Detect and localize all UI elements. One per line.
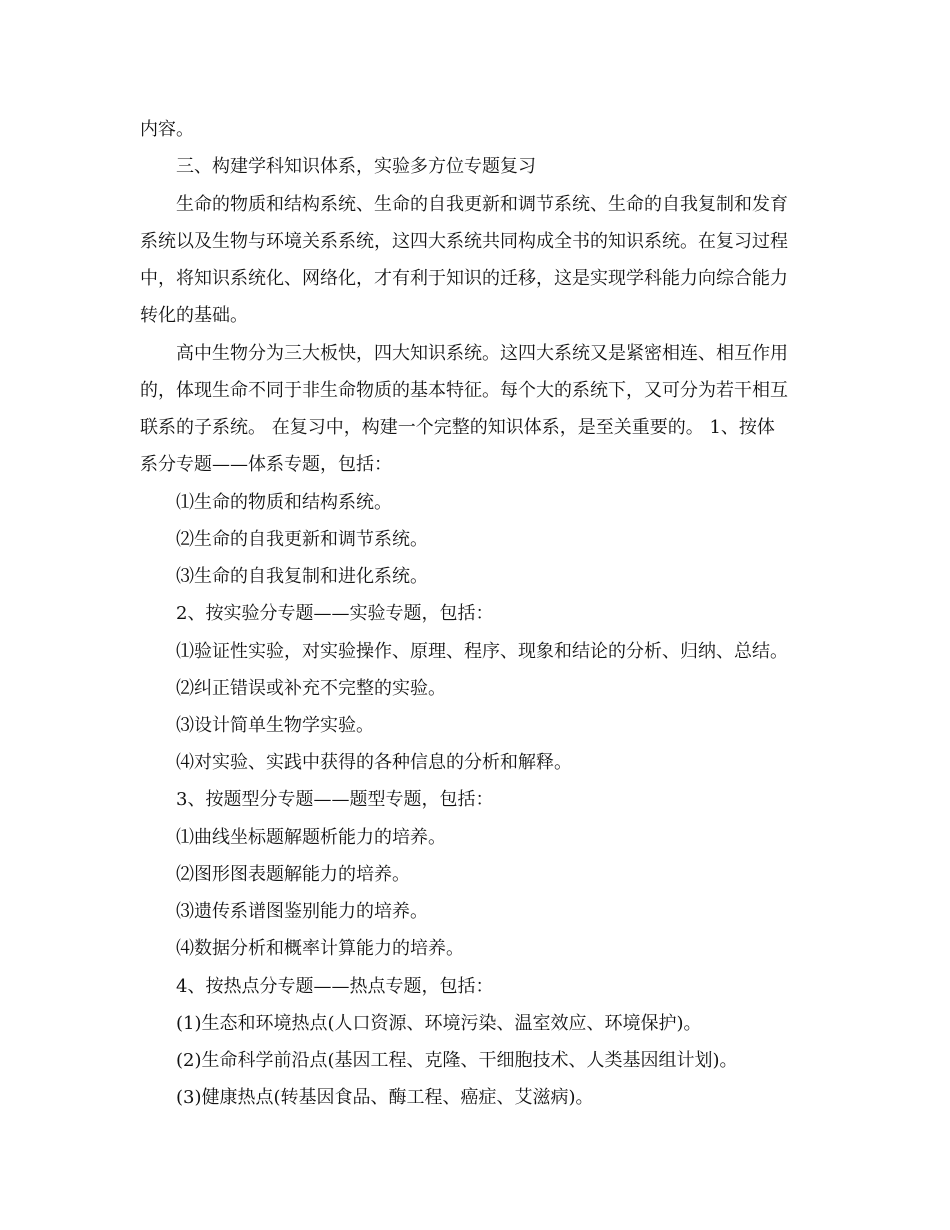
list-item: ⑶设计简单生物学实验。	[176, 715, 374, 736]
list-item: ⑶遗传系谱图鉴别能力的培养。	[176, 901, 428, 922]
list-item: ⑵图形图表题解能力的培养。	[176, 864, 410, 885]
list-item: ⑶生命的自我复制和进化系统。	[176, 566, 428, 587]
text-line: 内容。	[140, 119, 194, 140]
list-item: ⑴生命的物质和结构系统。	[176, 492, 392, 513]
list-item: ⑷数据分析和概率计算能力的培养。	[176, 938, 464, 959]
list-heading: 3、按题型分专题——题型专题，包括：	[176, 789, 494, 810]
list-item: (1)生态和环境热点(人口资源、环境污染、温室效应、环境保护)。	[176, 1013, 702, 1034]
list-item: ⑴验证性实验，对实验操作、原理、程序、现象和结论的分析、归纳、总结。	[176, 641, 788, 662]
text-line: 高中生物分为三大板快，四大知识系统。这四大系统又是紧密相连、相互作用	[176, 343, 788, 364]
text-line: 的，体现生命不同于非生命物质的基本特征。每个大的系统下，又可分为若干相互	[140, 380, 788, 401]
text-line: 系分专题——体系专题，包括：	[140, 454, 392, 475]
section-heading: 三、构建学科知识体系，实验多方位专题复习	[176, 156, 536, 177]
list-heading: 2、按实验分专题——实验专题，包括：	[176, 603, 494, 624]
text-line: 生命的物质和结构系统、生命的自我更新和调节系统、生命的自我复制和发育	[176, 194, 788, 215]
list-item: (3)健康热点(转基因食品、酶工程、癌症、艾滋病)。	[176, 1087, 594, 1108]
list-heading: 4、按热点分专题——热点专题，包括：	[176, 976, 494, 997]
text-line: 中，将知识系统化、网络化，才有利于知识的迁移，这是实现学科能力向综合能力	[140, 268, 788, 289]
list-item: ⑴曲线坐标题解题析能力的培养。	[176, 827, 446, 848]
text-line: 系统以及生物与环境关系系统，这四大系统共同构成全书的知识系统。在复习过程	[140, 231, 788, 252]
list-item: ⑵纠正错误或补充不完整的实验。	[176, 678, 446, 699]
list-item: ⑷对实验、实践中获得的各种信息的分析和解释。	[176, 752, 572, 773]
text-line: 转化的基础。	[140, 305, 248, 326]
text-line: 联系的子系统。 在复习中，构建一个完整的知识体系，是至关重要的。 1、按体	[140, 417, 775, 438]
list-item: ⑵生命的自我更新和调节系统。	[176, 529, 428, 550]
list-item: (2)生命科学前沿点(基因工程、克隆、干细胞技术、人类基因组计划)。	[176, 1050, 738, 1071]
